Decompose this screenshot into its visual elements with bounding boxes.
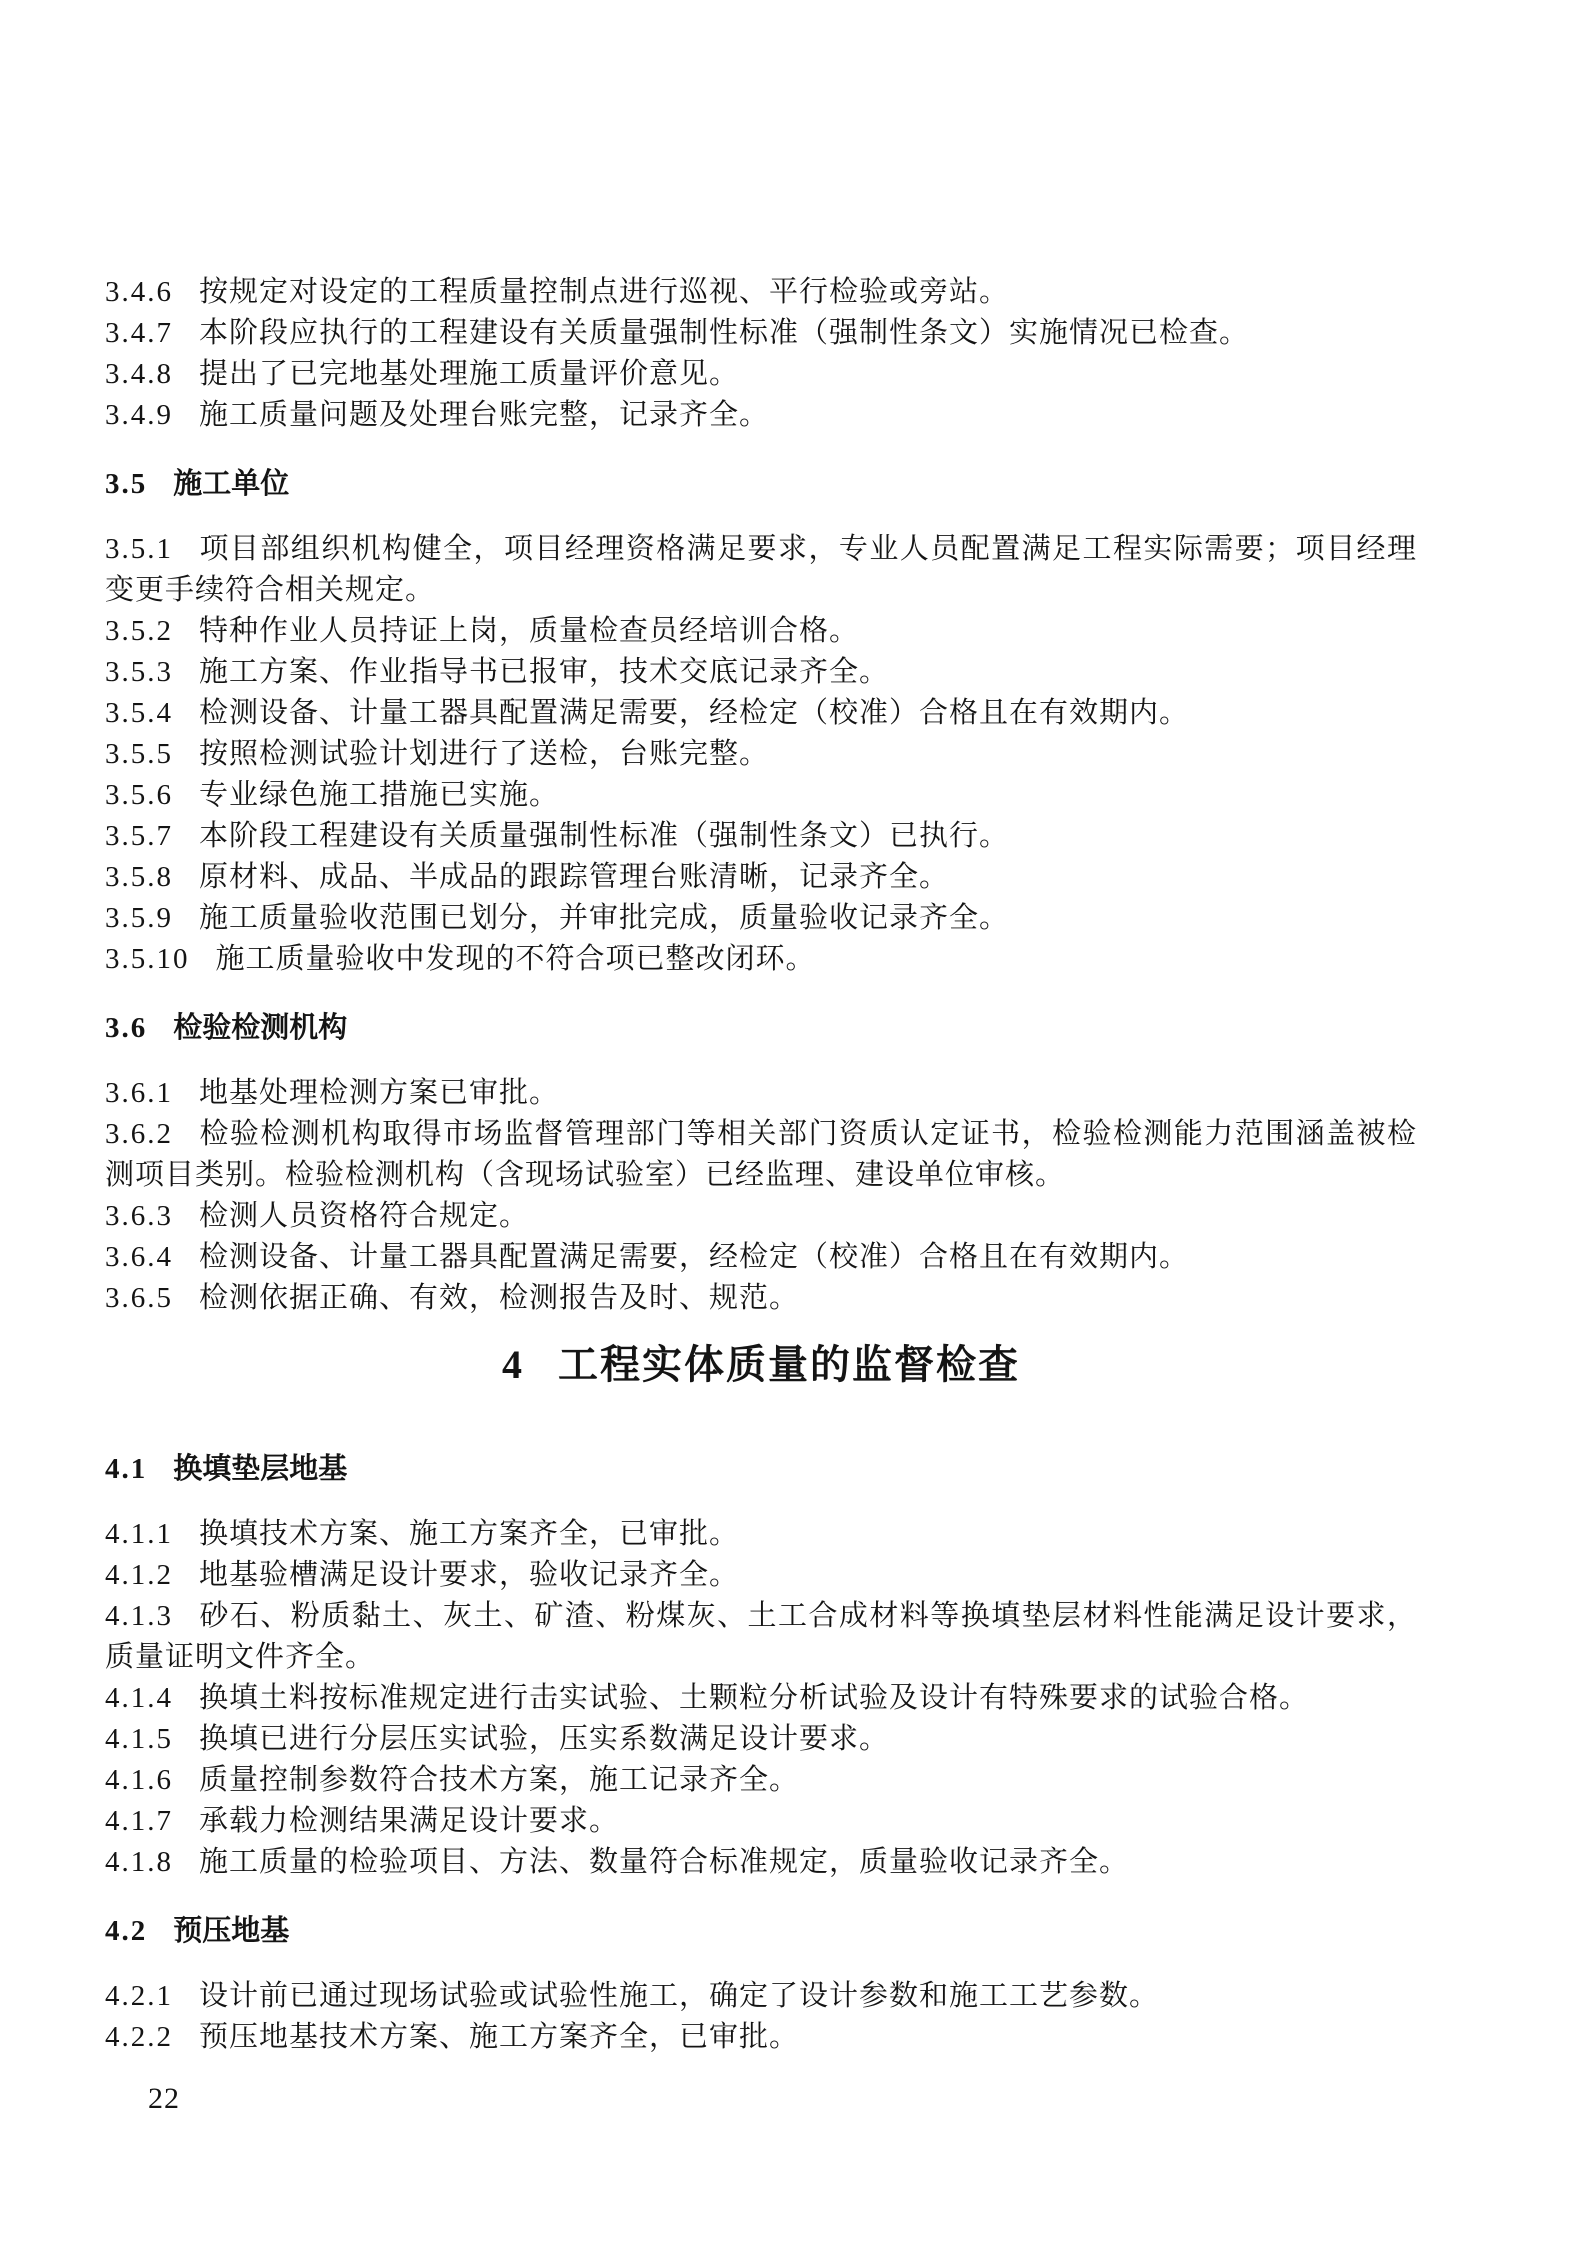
clause-3.5.6 (105, 775, 1417, 816)
clause-4.1.3 (105, 1596, 1417, 1678)
section-number: 3.6 (105, 1012, 148, 1044)
clause-3.6.2 (105, 1114, 1417, 1196)
clause-4.1.6 (105, 1760, 1417, 1801)
section-heading-4.2 (105, 1911, 1417, 1952)
clause-number: 3.5.7 (105, 820, 173, 852)
clause-3.5.3 (105, 652, 1417, 693)
clause-text: 特种作业人员持证上岗，质量检查员经培训合格。 (199, 615, 860, 647)
clause-number: 3.6.2 (105, 1118, 173, 1150)
clause-3.4.8 (105, 354, 1417, 395)
clause-text: 施工质量的检验项目、方法、数量符合标准规定，质量验收记录齐全。 (199, 1846, 1130, 1878)
clause-number: 3.5.3 (105, 656, 173, 688)
clause-number: 4.1.3 (105, 1600, 173, 1632)
clause-4.2.2 (105, 2017, 1417, 2058)
clause-number: 3.6.3 (105, 1200, 173, 1232)
clause-number: 3.4.6 (105, 276, 173, 308)
clause-number: 4.2.1 (105, 1980, 173, 2012)
section-title: 检验检测机构 (173, 1012, 348, 1044)
clause-number: 4.1.8 (105, 1846, 173, 1878)
clause-text: 设计前已通过现场试验或试验性施工，确定了设计参数和施工工艺参数。 (199, 1980, 1160, 2012)
clause-text: 原材料、成品、半成品的跟踪管理台账清晰，记录齐全。 (199, 861, 950, 893)
section-number: 4.2 (105, 1915, 148, 1947)
clause-3.6.1 (105, 1073, 1417, 1114)
clause-number: 3.5.6 (105, 779, 173, 811)
clause-3.5.2 (105, 611, 1417, 652)
clause-text: 换填土料按标准规定进行击实试验、土颗粒分析试验及设计有特殊要求的试验合格。 (199, 1682, 1310, 1714)
clause-text: 施工质量问题及处理台账完整，记录齐全。 (199, 399, 770, 431)
clause-text: 专业绿色施工措施已实施。 (199, 779, 560, 811)
clause-number: 4.2.2 (105, 2021, 173, 2053)
clause-3.6.4 (105, 1237, 1417, 1278)
clause-4.1.2 (105, 1555, 1417, 1596)
clause-text: 换填已进行分层压实试验，压实系数满足设计要求。 (199, 1723, 890, 1755)
clause-number: 3.6.5 (105, 1282, 173, 1314)
clause-number: 3.6.4 (105, 1241, 173, 1273)
clause-number: 3.5.9 (105, 902, 173, 934)
clause-number: 4.1.2 (105, 1559, 173, 1591)
clause-3.5.7 (105, 816, 1417, 857)
section-heading-3.5 (105, 464, 1417, 505)
chapter-number: 4 (502, 1342, 524, 1387)
clause-number: 3.6.1 (105, 1077, 173, 1109)
document-body (105, 272, 1417, 2058)
clause-3.5.8 (105, 857, 1417, 898)
clause-text: 提出了已完地基处理施工质量评价意见。 (199, 358, 740, 390)
clause-3.5.5 (105, 734, 1417, 775)
clause-text: 检验检测机构取得市场监督管理部门等相关部门资质认定证书，检验检测能力范围涵盖被检测项目类别。检验检测机构（含现场试验室）已经监理、建设单位审核。 (105, 1118, 1417, 1191)
clause-number: 3.5.8 (105, 861, 173, 893)
section-title: 预压地基 (173, 1915, 290, 1947)
page-number: 22 (148, 2082, 180, 2115)
section-number: 3.5 (105, 468, 148, 500)
clause-number: 3.5.2 (105, 615, 173, 647)
clause-4.1.5 (105, 1719, 1417, 1760)
clause-text: 地基处理检测方案已审批。 (199, 1077, 560, 1109)
clause-number: 4.1.1 (105, 1518, 173, 1550)
clause-4.1.1 (105, 1514, 1417, 1555)
clause-3.5.1 (105, 529, 1417, 611)
clause-text: 施工方案、作业指导书已报审，技术交底记录齐全。 (199, 656, 890, 688)
clause-text: 按照检测试验计划进行了送检，台账完整。 (199, 738, 770, 770)
clause-number: 4.1.7 (105, 1805, 173, 1837)
clause-text: 承载力检测结果满足设计要求。 (199, 1805, 620, 1837)
clause-number: 3.5.10 (105, 943, 190, 975)
clause-3.4.7 (105, 313, 1417, 354)
clause-3.6.5 (105, 1278, 1417, 1319)
clause-3.6.3 (105, 1196, 1417, 1237)
clause-text: 本阶段工程建设有关质量强制性标准（强制性条文）已执行。 (199, 820, 1010, 852)
clause-4.1.7 (105, 1801, 1417, 1842)
clause-3.5.10 (105, 939, 1417, 980)
clause-text: 检测设备、计量工器具配置满足需要，经检定（校准）合格且在有效期内。 (199, 1241, 1190, 1273)
clause-number: 3.4.7 (105, 317, 173, 349)
clause-number: 4.1.5 (105, 1723, 173, 1755)
clause-text: 预压地基技术方案、施工方案齐全，已审批。 (199, 2021, 800, 2053)
clause-3.5.9 (105, 898, 1417, 939)
clause-text: 质量控制参数符合技术方案，施工记录齐全。 (199, 1764, 800, 1796)
clause-text: 砂石、粉质黏土、灰土、矿渣、粉煤灰、土工合成材料等换填垫层材料性能满足设计要求，质量证明文件齐全。 (105, 1600, 1417, 1673)
clause-number: 3.5.1 (105, 533, 173, 565)
clause-4.1.4 (105, 1678, 1417, 1719)
clause-text: 施工质量验收范围已划分，并审批完成，质量验收记录齐全。 (199, 902, 1010, 934)
clause-number: 3.5.5 (105, 738, 173, 770)
section-title: 换填垫层地基 (173, 1453, 348, 1485)
clause-text: 换填技术方案、施工方案齐全，已审批。 (199, 1518, 740, 1550)
clause-number: 4.1.6 (105, 1764, 173, 1796)
section-title: 施工单位 (173, 468, 290, 500)
clause-text: 检测设备、计量工器具配置满足需要，经检定（校准）合格且在有效期内。 (199, 697, 1190, 729)
clause-text: 地基验槽满足设计要求，验收记录齐全。 (199, 1559, 740, 1591)
clause-number: 3.4.9 (105, 399, 173, 431)
clause-text: 项目部组织机构健全，项目经理资格满足要求，专业人员配置满足工程实际需要；项目经理变更手续符合相关规定。 (105, 533, 1417, 606)
clause-number: 3.4.8 (105, 358, 173, 390)
section-heading-4.1 (105, 1449, 1417, 1490)
chapter-title: 工程实体质量的监督检查 (558, 1343, 1020, 1387)
clause-number: 4.1.4 (105, 1682, 173, 1714)
section-number: 4.1 (105, 1453, 148, 1485)
clause-text: 检测人员资格符合规定。 (199, 1200, 530, 1232)
clause-text: 按规定对设定的工程质量控制点进行巡视、平行检验或旁站。 (199, 276, 1010, 308)
clause-number: 3.5.4 (105, 697, 173, 729)
clause-4.1.8 (105, 1842, 1417, 1883)
section-heading-3.6 (105, 1008, 1417, 1049)
clause-3.4.6 (105, 272, 1417, 313)
clause-3.4.9 (105, 395, 1417, 436)
clause-text: 本阶段应执行的工程建设有关质量强制性标准（强制性条文）实施情况已检查。 (199, 317, 1250, 349)
chapter-heading-4 (105, 1337, 1417, 1393)
clause-text: 检测依据正确、有效，检测报告及时、规范。 (199, 1282, 800, 1314)
clause-4.2.1 (105, 1976, 1417, 2017)
clause-text: 施工质量验收中发现的不符合项已整改闭环。 (215, 943, 816, 975)
clause-3.5.4 (105, 693, 1417, 734)
